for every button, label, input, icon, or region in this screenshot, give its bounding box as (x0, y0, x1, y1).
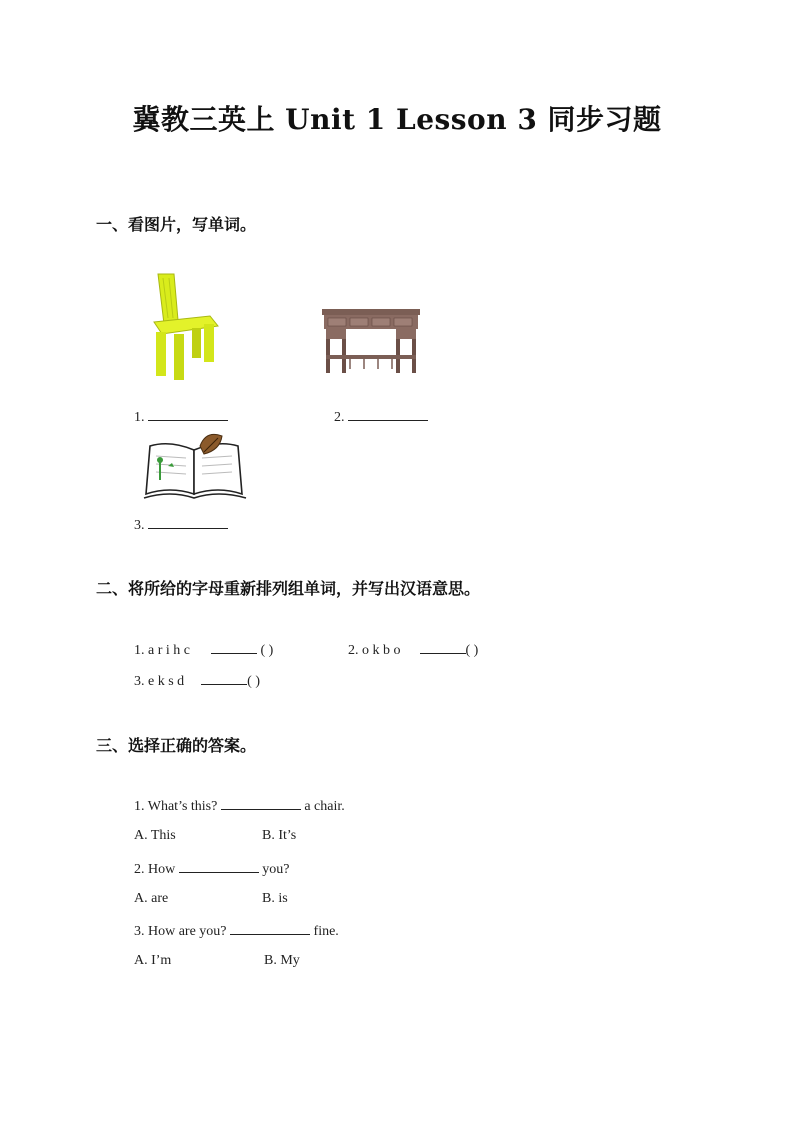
s3-question-1 (134, 797, 345, 815)
s1-item-1-number: 1. (134, 410, 145, 425)
section-1-heading: 一、看图片，写单词。 (96, 215, 257, 234)
s3-q1-text-after: a chair. (304, 799, 345, 814)
section-3-heading: 三、选择正确的答案。 (96, 736, 257, 755)
s2-item-1-word-blank[interactable] (211, 641, 257, 654)
s3-q2-option-b[interactable]: B. is (262, 891, 288, 906)
s3-q2-option-a[interactable]: A. are (134, 891, 169, 906)
s3-q2-answer-blank[interactable] (179, 860, 259, 873)
open-book-picture (142, 432, 248, 502)
s3-q2-text-after: you? (262, 862, 290, 877)
s2-item-2-word-blank[interactable] (420, 641, 466, 654)
s1-item-1-answer-blank[interactable] (148, 408, 228, 421)
s3-q3-option-a[interactable]: A. I’m (134, 953, 172, 968)
yellow-chair-picture (148, 272, 226, 384)
s3-question-3 (134, 922, 339, 940)
s3-q1-option-b[interactable]: B. It’s (262, 828, 297, 843)
s1-item-1 (134, 408, 228, 426)
s3-q3-text-after: fine. (313, 924, 339, 939)
s1-item-2-answer-blank[interactable] (348, 408, 428, 421)
s2-item-2-meaning-paren[interactable]: ( ) (465, 643, 479, 658)
s3-q2-text-before: 2. How (134, 862, 176, 877)
s3-q1-answer-blank[interactable] (221, 797, 301, 810)
s1-item-3 (134, 516, 228, 534)
s2-item-3-letters: e k s d (148, 674, 185, 689)
s2-item-1-number: 1. (134, 643, 145, 658)
s2-item-2-letters: o k b o (362, 643, 401, 658)
s3-q3-option-b[interactable]: B. My (264, 953, 300, 968)
s1-item-3-answer-blank[interactable] (148, 516, 228, 529)
s2-item-3-word-blank[interactable] (201, 672, 247, 685)
s3-q1-text-before: 1. What’s this? (134, 799, 218, 814)
s3-q3-answer-blank[interactable] (230, 922, 310, 935)
s2-item-1-letters: a r i h c (148, 643, 190, 658)
s3-q1-option-a[interactable]: A. This (134, 828, 176, 843)
s3-question-2 (134, 860, 289, 878)
s2-row-2 (134, 672, 260, 690)
s2-item-3-meaning-paren[interactable]: ( ) (247, 674, 260, 689)
s2-row-1b (348, 641, 478, 659)
s1-item-3-number: 3. (134, 518, 145, 533)
page-title: 冀教三英上 Unit 1 Lesson 3 同步习题 (132, 103, 662, 136)
s2-item-3-number: 3. (134, 674, 145, 689)
s3-q3-text-before: 3. How are you? (134, 924, 227, 939)
section-2-heading: 二、将所给的字母重新排列组单词，并写出汉语意思。 (96, 579, 481, 598)
wooden-desk-picture (320, 297, 422, 375)
s1-item-2-number: 2. (334, 410, 345, 425)
s2-item-2-number: 2. (348, 643, 359, 658)
s2-item-1-meaning-paren[interactable]: ( ) (260, 643, 274, 658)
s1-item-2 (334, 408, 428, 426)
s2-row-1 (134, 641, 273, 659)
